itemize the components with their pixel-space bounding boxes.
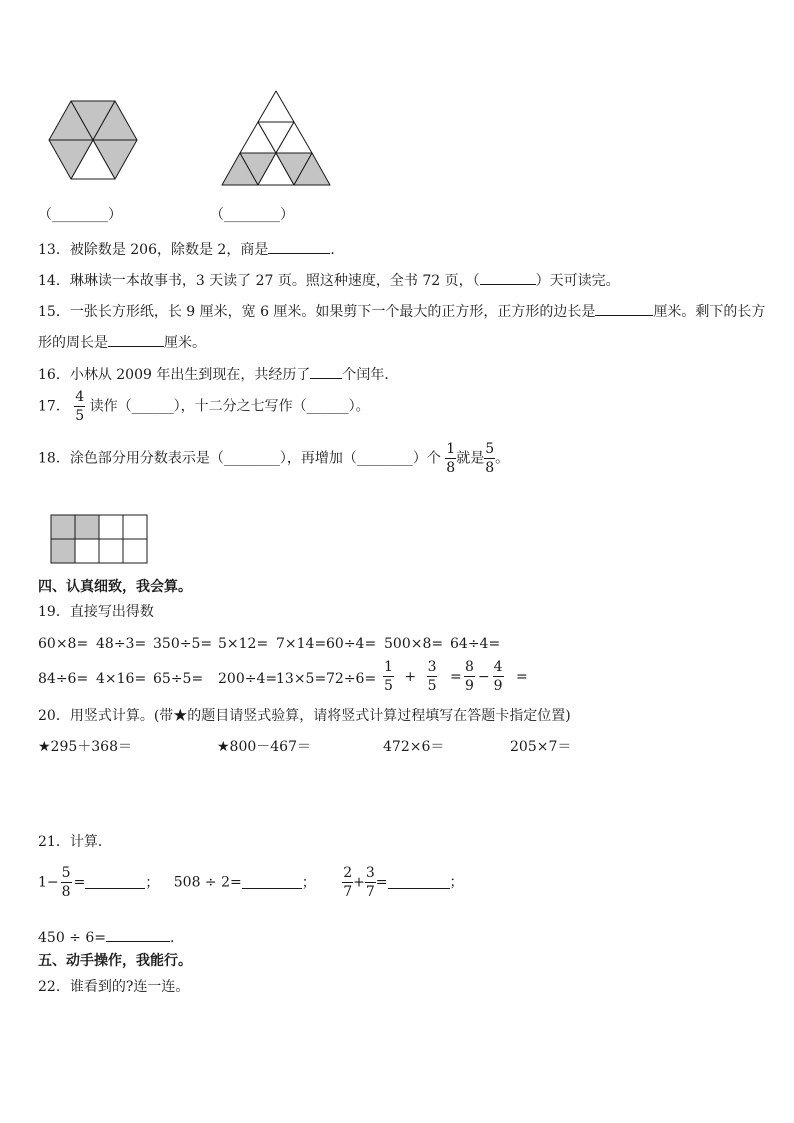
question-22: 22．谁看到的?连一连。 xyxy=(38,979,190,995)
q19-expr1-frac-b xyxy=(427,660,438,693)
q19-problem-1: 60×8= xyxy=(38,636,89,652)
question-15-line2 xyxy=(38,334,206,350)
q19-problem-4: 5×12= xyxy=(218,636,269,652)
grid-cell-3 xyxy=(99,515,123,539)
q18-frac1-den: 8 xyxy=(446,460,456,476)
q21-e3-a-den: 7 xyxy=(343,884,353,900)
q19-expr1-frac-a xyxy=(383,660,394,693)
q19-expr1-a-num: 1 xyxy=(384,659,393,675)
question-18 xyxy=(38,442,509,475)
q19-problem-10: 4×16= xyxy=(96,671,147,687)
triangle-figure xyxy=(220,90,332,187)
q19-problem-5: 7×14= xyxy=(276,636,327,652)
q21-end: ． xyxy=(170,930,184,946)
q19-problem-11: 65÷5= xyxy=(153,671,204,687)
q19-expr1-a-den: 5 xyxy=(384,678,393,694)
section-4-heading: 四、认真细致，我会算。 xyxy=(38,579,192,595)
q19-problem-2: 48÷3= xyxy=(96,636,147,652)
q19-expr2-b-den: 9 xyxy=(493,678,503,694)
grid-cell-8 xyxy=(123,539,147,563)
grid-cell-5 xyxy=(51,539,75,563)
q15-text-4: 厘米。 xyxy=(164,335,206,351)
q15-text-2: 厘米。剩下的长方 xyxy=(653,304,766,320)
q21-e1-answer-blank[interactable] xyxy=(85,876,145,889)
grid-cell-4 xyxy=(123,515,147,539)
q21-sep-2: ； xyxy=(301,874,316,891)
q20-item-4: 205×7＝ xyxy=(510,739,572,755)
q15-answer-blank-1[interactable] xyxy=(595,303,653,316)
q21-sep-3: ； xyxy=(449,874,464,891)
q21-row-1 xyxy=(38,866,464,899)
question-17 xyxy=(38,390,370,423)
q21-e3-frac-b xyxy=(365,866,376,899)
q21-e3-frac-a xyxy=(342,866,353,899)
q16-text: 16．小林从 2009 年出生到现在，共经历了 xyxy=(38,367,311,383)
q20-item-3: 472×6＝ xyxy=(383,739,445,755)
q19-expr1-b-num: 3 xyxy=(427,659,437,675)
q19-row-1 xyxy=(38,637,558,653)
q19-expr2-frac-b xyxy=(493,660,504,693)
q15-text-3: 形的周长是 xyxy=(38,335,108,351)
q13-text: 13．被除数是 206，除数是 2，商是 xyxy=(38,242,269,258)
q19-problem-3: 350÷5= xyxy=(153,636,213,652)
triangle-answer-blank[interactable]: （________） xyxy=(210,207,294,223)
q21-e2-answer-blank[interactable] xyxy=(242,876,302,889)
q21-e1-eq: = xyxy=(73,874,86,891)
q19-problem-14: 72÷6= xyxy=(326,671,377,687)
q15-text-1: 15．一张长方形纸，长 9 厘米，宽 6 厘米。如果剪下一个最大的正方形，正方形的边长是 xyxy=(38,304,596,320)
q19-problem-8: 64÷4= xyxy=(450,636,501,652)
q16-answer-blank[interactable] xyxy=(310,366,342,379)
grid-cell-6 xyxy=(75,539,99,563)
q19-problem-13: 13×5= xyxy=(276,671,327,687)
question-15-line1 xyxy=(38,303,765,319)
q19-expr2-a-num: 8 xyxy=(465,659,474,675)
q21-e4-answer-blank[interactable] xyxy=(106,929,170,942)
q19-problem-12: 200÷4= xyxy=(218,671,278,687)
q18-end: 。 xyxy=(495,450,510,467)
q19-expr1-op: + xyxy=(404,668,417,685)
q21-sep-1: ； xyxy=(145,874,160,891)
question-21-title: 21．计算． xyxy=(38,834,112,850)
q21-e1-num: 5 xyxy=(61,865,71,881)
q19-problem-9: 84÷6= xyxy=(38,671,89,687)
q21-e1-prefix: 1− xyxy=(38,874,59,891)
q14-text: 14．琳琳读一本故事书，3 天读了 27 页。照这种速度，全书 72 页，（ xyxy=(38,273,480,289)
q17-text: 读作（______），十二分之七写作（______）。 xyxy=(89,398,370,415)
grid-cell-7 xyxy=(99,539,123,563)
q19-expr2-b-num: 4 xyxy=(493,659,503,675)
q21-e3-op: + xyxy=(353,874,365,891)
q19-expr1-b-den: 5 xyxy=(427,678,437,694)
q13-end: ． xyxy=(330,242,345,258)
q20-item-2: ★800－467＝ xyxy=(217,739,311,755)
q17-frac-den: 5 xyxy=(75,408,85,424)
q19-problem-6: 60÷4= xyxy=(326,636,377,652)
q19-expr2-op: − xyxy=(477,668,490,685)
q18-text: 18．涂色部分用分数表示是（________），再增加（________）个 xyxy=(38,450,441,467)
q19-fraction-expression-2 xyxy=(464,660,528,693)
q13-answer-blank[interactable] xyxy=(268,241,330,254)
q18-frac2-num: 5 xyxy=(485,441,495,457)
question-16 xyxy=(38,366,398,382)
tri-cell-1 xyxy=(258,91,294,122)
q17-frac-num: 4 xyxy=(75,389,85,405)
q21-e4: 450 ÷ 6= xyxy=(38,930,106,946)
q19-fraction-expression-1 xyxy=(383,660,462,693)
q21-e1-fraction xyxy=(61,866,72,899)
q21-e3-answer-blank[interactable] xyxy=(388,876,450,889)
q19-problem-7: 500×8= xyxy=(384,636,444,652)
section-5-heading: 五、动手操作，我能行。 xyxy=(38,953,192,969)
q21-e3-b-den: 7 xyxy=(365,884,375,900)
q19-expr2-frac-a xyxy=(464,660,475,693)
q18-frac2-den: 8 xyxy=(485,460,495,476)
hexagon-answer-blank[interactable]: （________） xyxy=(38,207,122,223)
q21-row-2 xyxy=(38,929,184,945)
q19-expr2-eq: = xyxy=(516,668,528,685)
q19-expr2-a-den: 9 xyxy=(465,678,474,694)
q15-answer-blank-2[interactable] xyxy=(108,334,164,347)
q18-shaded-grid xyxy=(50,514,148,564)
q17-number: 17． xyxy=(38,398,70,415)
q14-answer-blank[interactable] xyxy=(480,272,536,285)
q16-end: 个闰年． xyxy=(342,367,399,383)
q19-expr1-eq: = xyxy=(449,668,462,685)
q21-e3-a-num: 2 xyxy=(343,865,353,881)
question-20-title: 20．用竖式计算。(带★的题目请竖式验算，请将竖式计算过程填写在答题卡指定位置) xyxy=(38,708,571,724)
q20-item-1: ★295＋368＝ xyxy=(38,739,132,755)
q21-e1-den: 8 xyxy=(61,884,71,900)
q18-fraction-2 xyxy=(484,442,495,475)
hexagon-figure xyxy=(48,100,138,180)
question-19-title: 19．直接写出得数 xyxy=(38,604,154,620)
q14-end: ）天可读完。 xyxy=(535,273,620,289)
q21-e3-eq: = xyxy=(375,874,388,891)
question-13 xyxy=(38,241,344,257)
q18-frac1-num: 1 xyxy=(446,441,456,457)
q18-mid: 就是 xyxy=(456,450,485,467)
grid-cell-2 xyxy=(75,515,99,539)
q21-e2: 508 ÷ 2= xyxy=(173,874,242,891)
question-14 xyxy=(38,272,620,288)
q18-fraction-1 xyxy=(445,442,456,475)
grid-cell-1 xyxy=(51,515,75,539)
q21-e3-b-num: 3 xyxy=(365,865,375,881)
q17-fraction xyxy=(74,390,85,423)
